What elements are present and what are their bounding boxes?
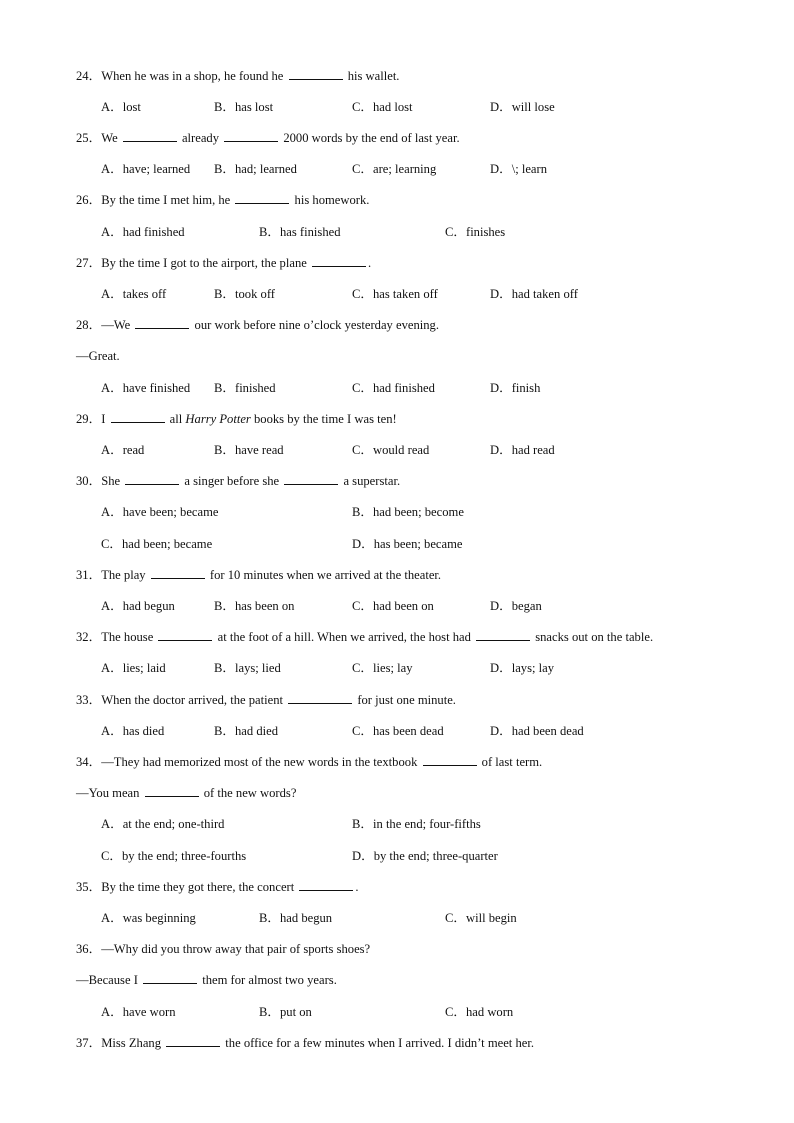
option-c: C．will begin	[445, 911, 517, 925]
dialogue-reply: —You mean of the new words?	[76, 786, 297, 800]
question-27: 27．By the time I got to the airport, the plane .	[76, 256, 372, 270]
answer-blank	[151, 567, 205, 579]
question-32: 32．The house at the foot of a hill. When we arrived, the host had snacks out on the table.	[76, 630, 654, 644]
option-a: A．was beginning	[101, 911, 196, 925]
question-31: 31．The play for 10 minutes when we arrived at the theater.	[76, 568, 442, 582]
question-34: 34．—They had memorized most of the new words in the textbook of last term.	[76, 755, 543, 769]
option-a: A．has died	[101, 724, 165, 738]
question-35: 35．By the time they got there, the concert .	[76, 880, 359, 894]
book-title: Harry Potter	[185, 412, 251, 426]
option-c: C．finishes	[445, 225, 506, 239]
option-d: D．had been dead	[490, 724, 584, 738]
answer-blank	[135, 317, 189, 329]
dialogue-reply: —Great.	[76, 349, 120, 363]
option-b: B．had died	[214, 724, 279, 738]
question-number: 37．	[76, 1036, 102, 1050]
question-number: 30．	[76, 474, 102, 488]
answer-blank	[235, 192, 289, 204]
question-number: 34．	[76, 755, 102, 769]
question-number: 36．	[76, 942, 102, 956]
answer-blank	[143, 972, 197, 984]
option-c: C．would read	[352, 443, 430, 457]
option-a: A．takes off	[101, 287, 167, 301]
option-d: D．finish	[490, 381, 541, 395]
option-d: D．lays; lay	[490, 661, 555, 675]
option-b: B．have read	[214, 443, 284, 457]
answer-blank	[158, 629, 212, 641]
option-a: A．had begun	[101, 599, 175, 613]
option-a: A．at the end; one-third	[101, 817, 225, 831]
question-25: 25．We already 2000 words by the end of last year.	[76, 131, 460, 145]
option-b: B．took off	[214, 287, 275, 301]
option-d: D．had read	[490, 443, 555, 457]
option-a: A．have finished	[101, 381, 191, 395]
answer-blank	[125, 473, 179, 485]
option-b: B．has finished	[259, 225, 341, 239]
question-24: 24．When he was in a shop, he found he his wallet.	[76, 69, 400, 83]
question-29: 29．I all Harry Potter books by the time I was ten!	[76, 412, 397, 426]
answer-blank	[284, 473, 338, 485]
option-c: C．had lost	[352, 100, 413, 114]
option-c: C．has been dead	[352, 724, 444, 738]
question-number: 32．	[76, 630, 102, 644]
option-d: D．began	[490, 599, 542, 613]
question-28: 28．—We our work before nine o’clock yesterday evening.	[76, 318, 439, 332]
question-number: 31．	[76, 568, 102, 582]
question-33: 33．When the doctor arrived, the patient for just one minute.	[76, 693, 456, 707]
option-d: D．has been; became	[352, 537, 463, 551]
option-a: A．have been; became	[101, 505, 219, 519]
question-30: 30．She a singer before she a superstar.	[76, 474, 401, 488]
option-b: B．put on	[259, 1005, 312, 1019]
option-a: A．have worn	[101, 1005, 176, 1019]
option-c: C．are; learning	[352, 162, 437, 176]
question-number: 33．	[76, 693, 102, 707]
option-b: B．finished	[214, 381, 276, 395]
answer-blank	[289, 68, 343, 80]
question-number: 29．	[76, 412, 102, 426]
option-c: C．had finished	[352, 381, 435, 395]
answer-blank	[224, 130, 278, 142]
question-37: 37．Miss Zhang the office for a few minutes when I arrived. I didn’t meet her.	[76, 1036, 534, 1050]
question-36: 36．—Why did you throw away that pair of sports shoes?	[76, 942, 371, 956]
answer-blank	[312, 255, 366, 267]
option-c: C．lies; lay	[352, 661, 413, 675]
option-c: C．had worn	[445, 1005, 514, 1019]
option-a: A．lost	[101, 100, 141, 114]
answer-blank	[145, 785, 199, 797]
answer-blank	[423, 754, 477, 766]
option-a: A．read	[101, 443, 145, 457]
option-d: D．\; learn	[490, 162, 548, 176]
option-b: B．had; learned	[214, 162, 297, 176]
answer-blank	[111, 411, 165, 423]
option-b: B．had begun	[259, 911, 333, 925]
option-b: B．has been on	[214, 599, 295, 613]
question-26: 26．By the time I met him, he his homework.	[76, 193, 370, 207]
option-c: C．had been on	[352, 599, 434, 613]
option-a: A．had finished	[101, 225, 185, 239]
answer-blank	[476, 629, 530, 641]
answer-blank	[166, 1035, 220, 1047]
option-c: C．by the end; three-fourths	[101, 849, 247, 863]
question-number: 28．	[76, 318, 102, 332]
dialogue-reply: —Because I them for almost two years.	[76, 973, 337, 987]
question-number: 35．	[76, 880, 102, 894]
option-b: B．has lost	[214, 100, 274, 114]
answer-blank	[123, 130, 177, 142]
option-d: D．by the end; three-quarter	[352, 849, 498, 863]
option-c: C．had been; became	[101, 537, 213, 551]
option-b: B．in the end; four-fifths	[352, 817, 481, 831]
option-c: C．has taken off	[352, 287, 438, 301]
option-d: D．will lose	[490, 100, 555, 114]
option-b: B．lays; lied	[214, 661, 281, 675]
question-number: 25．	[76, 131, 102, 145]
option-a: A．lies; laid	[101, 661, 166, 675]
answer-blank	[299, 879, 353, 891]
option-a: A．have; learned	[101, 162, 191, 176]
answer-blank	[288, 692, 352, 704]
question-number: 24．	[76, 69, 102, 83]
option-b: B．had been; become	[352, 505, 464, 519]
question-number: 26．	[76, 193, 102, 207]
question-number: 27．	[76, 256, 102, 270]
option-d: D．had taken off	[490, 287, 578, 301]
